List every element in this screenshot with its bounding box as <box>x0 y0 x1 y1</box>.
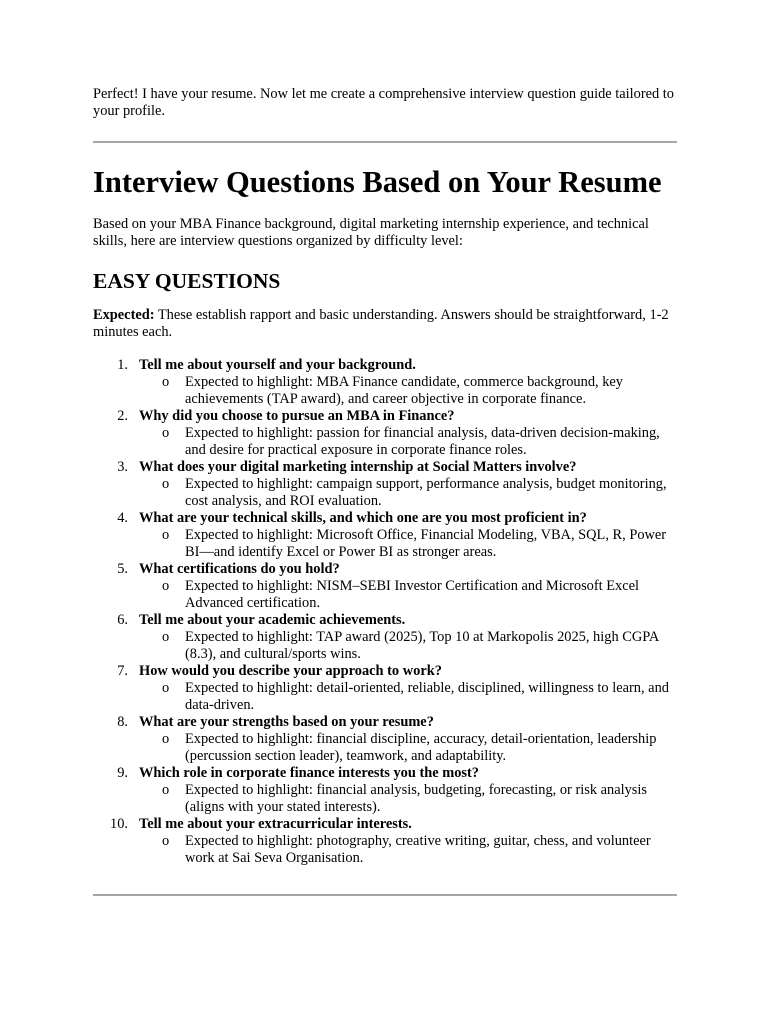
question-text: What are your technical skills, and which one are you most proficient in? <box>139 510 587 526</box>
expected-label: Expected: <box>93 307 155 323</box>
question-item <box>93 663 677 714</box>
highlight-list <box>139 527 677 561</box>
expected-note <box>93 307 677 341</box>
question-item <box>93 561 677 612</box>
highlight-list <box>139 374 677 408</box>
question-text: What are your strengths based on your resume? <box>139 714 434 730</box>
question-text: Tell me about your extracurricular interests. <box>139 816 412 832</box>
question-text: Why did you choose to pursue an MBA in Finance? <box>139 408 455 424</box>
horizontal-rule-bottom <box>93 894 677 896</box>
highlight-item <box>162 425 677 459</box>
circle-bullet-icon: o <box>162 629 170 645</box>
highlight-text: Expected to highlight: TAP award (2025), Top 10 at Markopolis 2025, high CGPA (8.3), and cultural/sports wins. <box>185 629 659 662</box>
highlight-text: Expected to highlight: campaign support, performance analysis, budget monitoring, cost analysis, and ROI evaluation. <box>185 476 667 509</box>
question-list <box>93 357 677 867</box>
circle-bullet-icon: o <box>162 731 170 747</box>
question-item <box>93 459 677 510</box>
circle-bullet-icon: o <box>162 782 170 798</box>
highlight-list <box>139 782 677 816</box>
highlight-item <box>162 833 677 867</box>
intro-text: Perfect! I have your resume. Now let me create a comprehensive interview question guide tailored to your profile. <box>93 86 675 119</box>
circle-bullet-icon: o <box>162 425 170 441</box>
question-number: 6. <box>117 612 128 628</box>
question-number: 10. <box>110 816 128 832</box>
highlight-item <box>162 374 677 408</box>
question-item <box>93 357 677 408</box>
question-text: Tell me about your academic achievements. <box>139 612 406 628</box>
highlight-list <box>139 833 677 867</box>
question-number: 3. <box>117 459 128 475</box>
highlight-text: Expected to highlight: MBA Finance candidate, commerce background, key achievements (TAP award), and career objective in corporate finance. <box>185 374 623 407</box>
circle-bullet-icon: o <box>162 680 170 696</box>
section-heading: EASY QUESTIONS <box>93 269 281 293</box>
circle-bullet-icon: o <box>162 374 170 390</box>
question-item <box>93 510 677 561</box>
circle-bullet-icon: o <box>162 578 170 594</box>
question-number: 4. <box>117 510 128 526</box>
highlight-list <box>139 578 677 612</box>
question-item <box>93 408 677 459</box>
highlight-text: Expected to highlight: detail-oriented, reliable, disciplined, willingness to learn, and data-driven. <box>185 680 669 713</box>
highlight-text: Expected to highlight: photography, creative writing, guitar, chess, and volunteer work at Sai Seva Organisation. <box>185 833 651 866</box>
question-number: 7. <box>117 663 128 679</box>
question-item <box>93 816 677 867</box>
lead-paragraph: Based on your MBA Finance background, digital marketing internship experience, and technical skills, here are interview questions organized by difficulty level: <box>93 216 649 249</box>
highlight-text: Expected to highlight: Microsoft Office, Financial Modeling, VBA, SQL, R, Power BI—and identify Excel or Power BI as stronger areas. <box>185 527 667 560</box>
question-text: Which role in corporate finance interests you the most? <box>139 765 480 781</box>
question-number: 9. <box>117 765 128 781</box>
page-title: Interview Questions Based on Your Resume <box>93 165 662 199</box>
horizontal-rule-top <box>93 141 677 143</box>
expected-text: These establish rapport and basic understanding. Answers should be straightforward, 1-2 minutes each. <box>93 307 669 340</box>
highlight-item <box>162 629 677 663</box>
circle-bullet-icon: o <box>162 476 170 492</box>
highlight-item <box>162 680 677 714</box>
highlight-list <box>139 680 677 714</box>
highlight-text: Expected to highlight: passion for financial analysis, data-driven decision-making, and desire for practical exposure in corporate finance roles. <box>185 425 660 458</box>
question-text: Tell me about yourself and your background. <box>139 357 416 373</box>
question-text: What certifications do you hold? <box>139 561 340 577</box>
highlight-item <box>162 578 677 612</box>
question-number: 1. <box>117 357 128 373</box>
question-number: 8. <box>117 714 128 730</box>
highlight-text: Expected to highlight: financial analysis, budgeting, forecasting, or risk analysis (aligns with your stated interests). <box>185 782 647 815</box>
question-text: What does your digital marketing internship at Social Matters involve? <box>139 459 577 475</box>
circle-bullet-icon: o <box>162 527 170 543</box>
highlight-item <box>162 476 677 510</box>
highlight-item <box>162 527 677 561</box>
highlight-list <box>139 731 677 765</box>
question-item <box>93 612 677 663</box>
highlight-text: Expected to highlight: financial discipline, accuracy, detail-orientation, leadership (percussion section leader), teamwork, and adaptability. <box>185 731 657 764</box>
question-text: How would you describe your approach to work? <box>139 663 442 679</box>
highlight-item <box>162 782 677 816</box>
question-number: 2. <box>117 408 128 424</box>
highlight-text: Expected to highlight: NISM–SEBI Investor Certification and Microsoft Excel Advanced certification. <box>185 578 640 611</box>
question-item <box>93 714 677 765</box>
highlight-list <box>139 629 677 663</box>
highlight-list <box>139 425 677 459</box>
question-number: 5. <box>117 561 128 577</box>
document-page <box>93 86 677 896</box>
highlight-list <box>139 476 677 510</box>
circle-bullet-icon: o <box>162 833 170 849</box>
question-item <box>93 765 677 816</box>
highlight-item <box>162 731 677 765</box>
